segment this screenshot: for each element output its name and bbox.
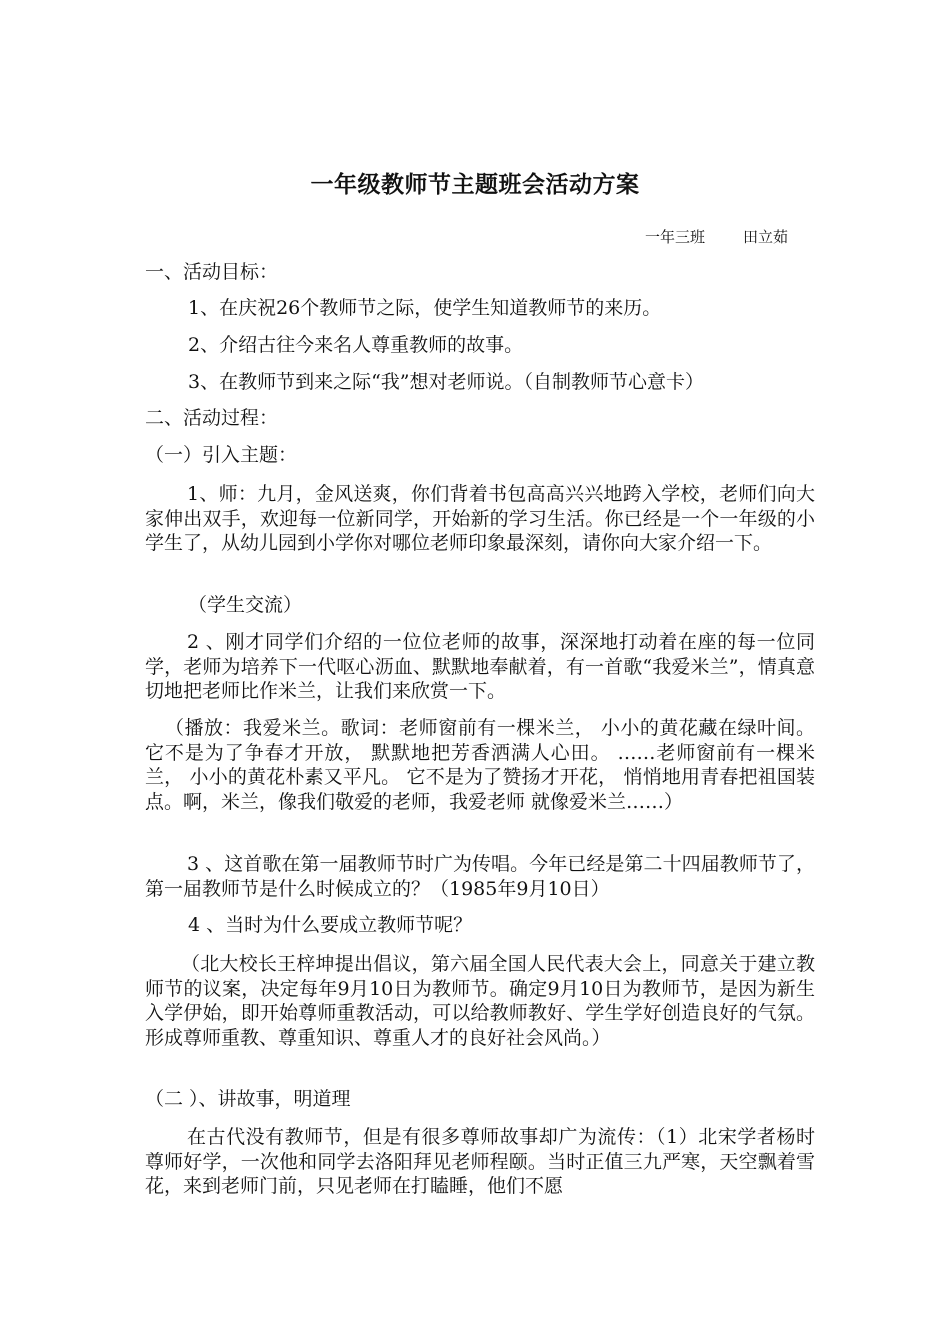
part-1-heading: （一）引入主题：: [145, 444, 298, 466]
goal-2: 2、介绍古往今来名人尊重教师的故事。: [188, 334, 524, 356]
paragraph-3: 3 、这首歌在第一届教师节时广为传唱。今年已经是第二十四届教师节了，第一届教师节是什么时候成立的？（1985年9月10日）: [145, 853, 815, 900]
paragraph-song-lyrics: （播放：我爱米兰。歌词：老师窗前有一棵米兰， 小小的黄花藏在绿叶间。它不是为了争春才开放， 默默地把芳香洒满人心田。 ……老师窗前有一棵米兰， 小小的黄花朴素又平凡。 它不是为了赞扬才开花， 悄悄地用青春把祖国装点。啊，米兰，像我们敬爱的老师，我爱老师 就像爱米兰……）: [145, 717, 815, 813]
part-2-heading: （二 ）、讲故事，明道理: [145, 1088, 351, 1110]
goal-3: 3、在教师节到来之际“我”想对老师说。（自制教师节心意卡）: [188, 371, 705, 393]
paragraph-6: 在古代没有教师节，但是有很多尊师故事却广为流传：（1）北宋学者杨时尊师好学，一次他和同学去洛阳拜见老师程颐。当时正值三九严寒，天空飘着雪花，来到老师门前，只见老师在打瞌睡，他们不愿: [145, 1126, 815, 1198]
paragraph-4: 4 、当时为什么要成立教师节呢？: [188, 914, 473, 936]
author-class: 一年三班: [645, 228, 706, 246]
paragraph-2: 2 、刚才同学们介绍的一位位老师的故事，深深地打动着在座的每一位同学，老师为培养下一代呕心沥血、默默地奉献着，有一首歌“我爱米兰”，情真意切地把老师比作米兰，让我们来欣赏一下。: [145, 631, 815, 703]
author-line: [645, 226, 788, 247]
goal-1: 1、在庆祝26个教师节之际，使学生知道教师节的来历。: [188, 297, 662, 319]
student-exchange: （学生交流）: [188, 594, 303, 616]
section-2-heading: 二、活动过程：: [145, 407, 279, 429]
document-title: 一年级教师节主题班会活动方案: [310, 171, 640, 198]
section-1-heading: 一、活动目标：: [145, 261, 279, 283]
author-name: 田立茹: [743, 228, 789, 246]
paragraph-1: 1、师：九月，金风送爽，你们背着书包高高兴兴地跨入学校，老师们向大家伸出双手，欢迎每一位新同学，开始新的学习生活。你已经是一个一年级的小学生了，从幼儿园到小学你对哪位老师印象最深刻，请你向大家介绍一下。: [145, 483, 815, 555]
paragraph-5: （北大校长王梓坤提出倡议，第六届全国人民代表大会上，同意关于建立教师节的议案，决定每年9月10日为教师节。确定9月10日为教师节，是因为新生入学伊始，即开始尊师重教活动，可以给教师教好、学生学好创造良好的气氛。形成尊师重教、尊重知识、尊重人才的良好社会风尚。）: [145, 953, 815, 1049]
